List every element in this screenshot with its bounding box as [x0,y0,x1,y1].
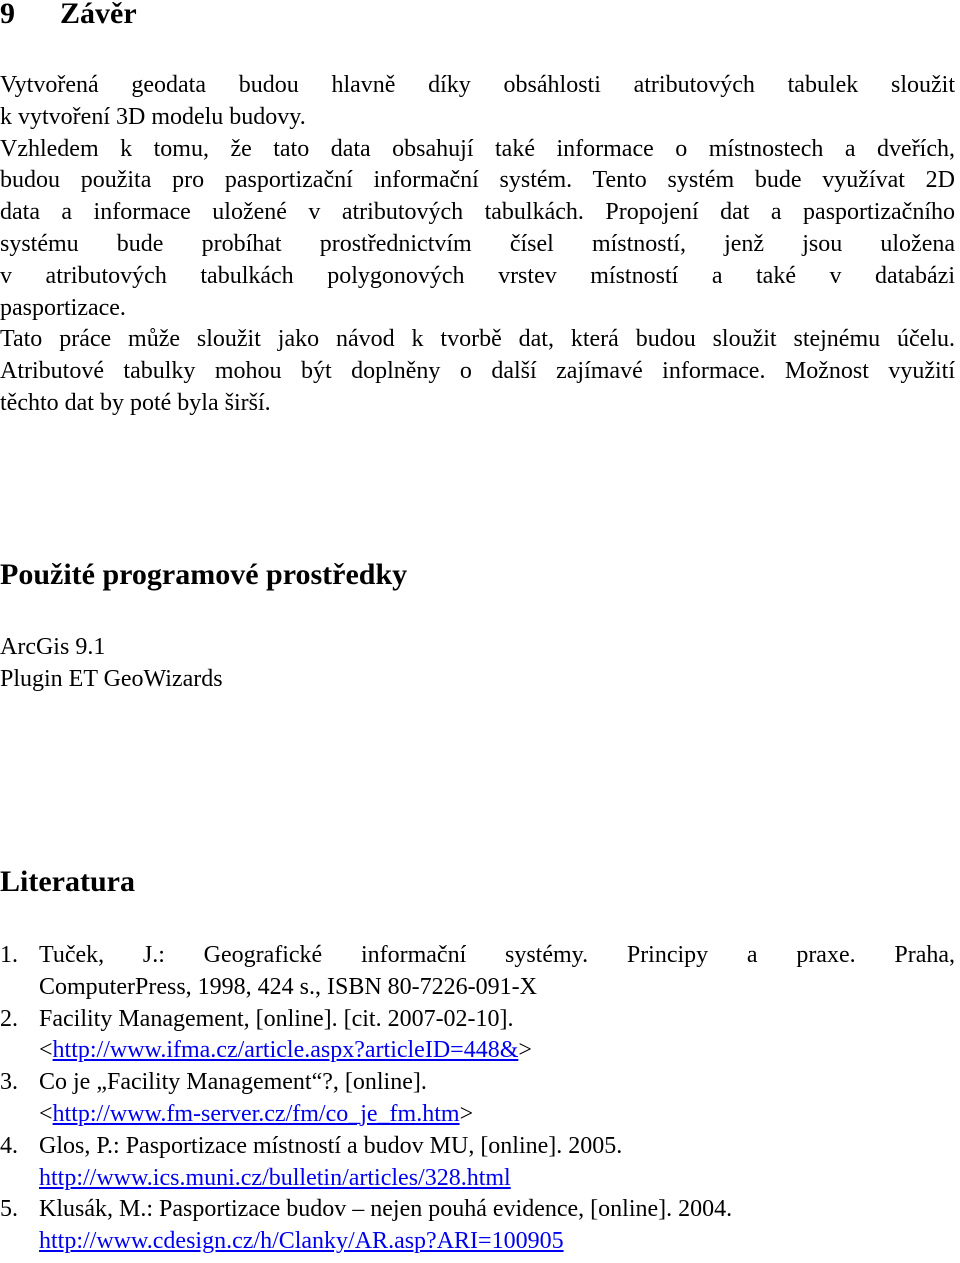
paragraph-line: data a informace uložené v atributových tabulkách. Propojení dat a pasportizačního [0,199,955,226]
paragraph-line: těchto dat by poté byla širší. [0,389,271,416]
paragraph-line: pasportizace. [0,294,126,321]
chapter-heading [0,0,137,34]
reference-number: 2. [0,1005,18,1032]
reference-link-line [39,1099,955,1131]
reference-text: Co je „Facility Management“?, [online]. [39,1069,427,1096]
software-heading: Použité programové prostředky [0,558,408,591]
reference-link[interactable]: http://www.cdesign.cz/h/Clanky/AR.asp?ARI=100905 [39,1228,564,1255]
conclusion-paragraph-2 [0,134,955,325]
reference-text: Klusák, M.: Pasportizace budov – nejen pouhá evidence, [online]. 2004. [39,1196,733,1223]
reference-number: 4. [0,1132,18,1159]
conclusion-paragraph-3 [0,324,955,419]
paragraph-line: Tato práce může sloužit jako návod k tvorbě dat, která budou sloužit stejnému účelu. [0,326,955,353]
paragraph-line: Atributové tabulky mohou být doplněny o další zajímavé informace. Možnost využití [0,358,955,385]
reference-item [0,1194,955,1258]
chapter-number: 9 [0,0,15,30]
reference-list [0,940,955,1258]
link-bracket-open: < [39,1037,53,1064]
link-bracket-open: < [39,1100,53,1127]
reference-link[interactable]: http://www.ics.muni.cz/bulletin/articles/328.html [39,1164,511,1191]
paragraph-line: systému bude probíhat prostřednictvím čísel místností, jenž jsou uložena [0,230,955,257]
reference-text: ComputerPress, 1998, 424 s., ISBN 80-7226-091-X [39,973,537,1000]
link-bracket-close: > [518,1037,532,1064]
reference-item [0,1131,955,1195]
reference-link-line [39,1163,955,1195]
chapter-title: Závěr [60,0,137,30]
link-bracket-close: > [459,1100,474,1127]
reference-item [0,1004,955,1068]
reference-link[interactable]: http://www.fm-server.cz/fm/co_je_fm.htm [52,1100,460,1127]
literature-heading: Literatura [0,865,135,898]
reference-number: 5. [0,1196,18,1223]
conclusion-paragraph-1 [0,70,955,134]
software-item: Plugin ET GeoWizards [0,665,223,692]
paragraph-line: k vytvoření 3D modelu budovy. [0,103,306,130]
reference-link-line [39,1226,955,1258]
reference-item [0,1067,955,1131]
paragraph-line: budou použita pro pasportizační informační systém. Tento systém bude využívat 2D [0,167,955,194]
software-item: ArcGis 9.1 [0,634,106,660]
paragraph-line: v atributových tabulkách polygonových vrstev místností a také v databázi [0,262,955,289]
paragraph-line: Vytvořená geodata budou hlavně díky obsáhlosti atributových tabulek sloužit [0,72,955,98]
reference-number: 3. [0,1069,18,1096]
reference-number: 1. [0,942,18,968]
software-list [0,632,223,696]
reference-link-line [39,1035,955,1067]
reference-text: Glos, P.: Pasportizace místností a budov MU, [online]. 2005. [39,1132,623,1159]
reference-text: Tuček, J.: Geografické informační systémy. Principy a praxe. Praha, [39,942,955,968]
reference-link[interactable]: http://www.ifma.cz/article.aspx?articleID=448& [52,1037,519,1064]
reference-text: Facility Management, [online]. [cit. 2007-02-10]. [39,1005,514,1032]
paragraph-line: Vzhledem k tomu, že tato data obsahují také informace o místnostech a dveřích, [0,135,955,162]
reference-item [0,940,955,1004]
